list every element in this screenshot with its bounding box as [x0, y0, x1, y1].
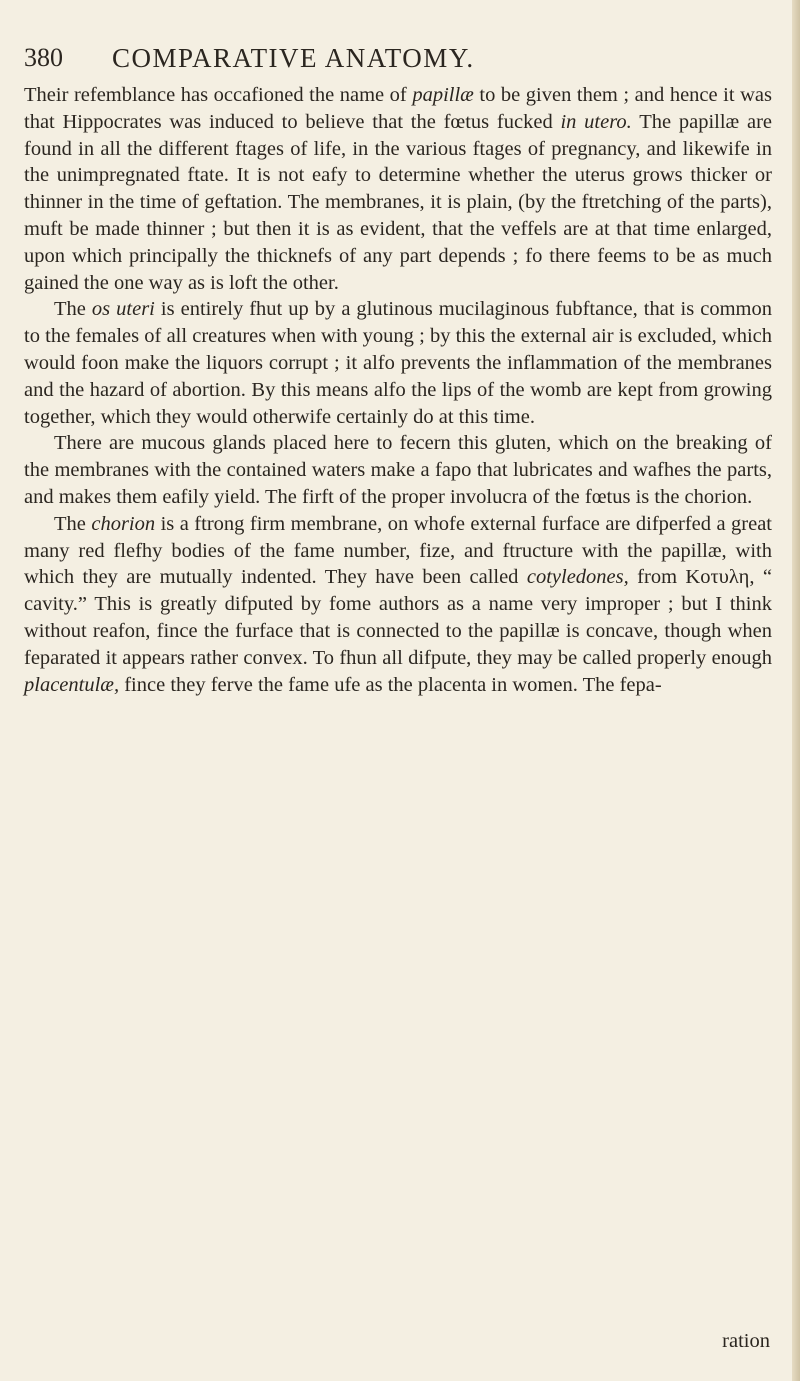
catchword: ration [722, 1330, 770, 1352]
paragraph-papillae: Their refemblance has occafioned the name of papillæ to be given them ; and hence it was that Hippocrates was induced to believe that the fœtus fucked in utero. The papillæ are found in all the different ftages of life, in the various ftages of pregnancy, and likewife in the unimpregnated ftate. It is not eafy to determine whether the uterus grows thicker or thinner in the time of geftation. The membranes, it is plain, (by the ftretching of the parts), muft be made thinner ; but then it is as evident, that the veffels are at that time enlarged, upon which principally the thicknefs of any part depends ; fo there feems to be as much gained the one way as is loft the other. [24, 84, 772, 294]
italic-term: in utero. [560, 110, 632, 133]
italic-term: cotyledones, [526, 566, 629, 589]
italic-term: os uteri [91, 298, 155, 321]
italic-term: placentulæ, [24, 673, 120, 696]
running-title: COMPARATIVE ANATOMY. [112, 43, 475, 73]
page-number: 380 [24, 43, 63, 72]
italic-term: papillæ [412, 84, 474, 106]
page-edge-shadow [792, 0, 800, 1381]
paragraph-os-uteri: The os uteri is entirely fhut up by a glutinous mucilaginous fubftance, that is common to the females of all creatures when with young ; by this the external air is excluded, which would foon make the liquors corrupt ; it alfo prevents the inflammation of the membranes and the hazard of abortion. By this means alfo the lips of the womb are kept from growing together, which they would otherwife certainly do at this time. [24, 298, 772, 428]
italic-term: chorion [91, 512, 156, 535]
paragraph-chorion: The chorion is a ftrong firm membrane, on whofe external furface are difperfed a great many red flefhy bodies of the fame number, fize, and ftructure with the papillæ, with which they are mutually indented. They have been called cotyledones, from Κοτυλη, “ cavity.” This is greatly difputed by fome authors as a name very improper ; but I think without reafon, fince the furface that is connected to the papillæ is concave, though when feparated it appears rather convex. To fhun all difpute, they may be called properly enough placentulæ, fince they ferve the fame ufe as the placenta in women. The fepa- [24, 512, 772, 696]
body-text [24, 82, 772, 698]
paragraph-mucous-glands: There are mucous glands placed here to fecern this gluten, which on the breaking of the membranes with the contained waters make a fapo that lubricates and wafhes the parts, and makes them eafily yield. The firft of the proper involucra of the fœtus is the chorion. [24, 432, 772, 508]
